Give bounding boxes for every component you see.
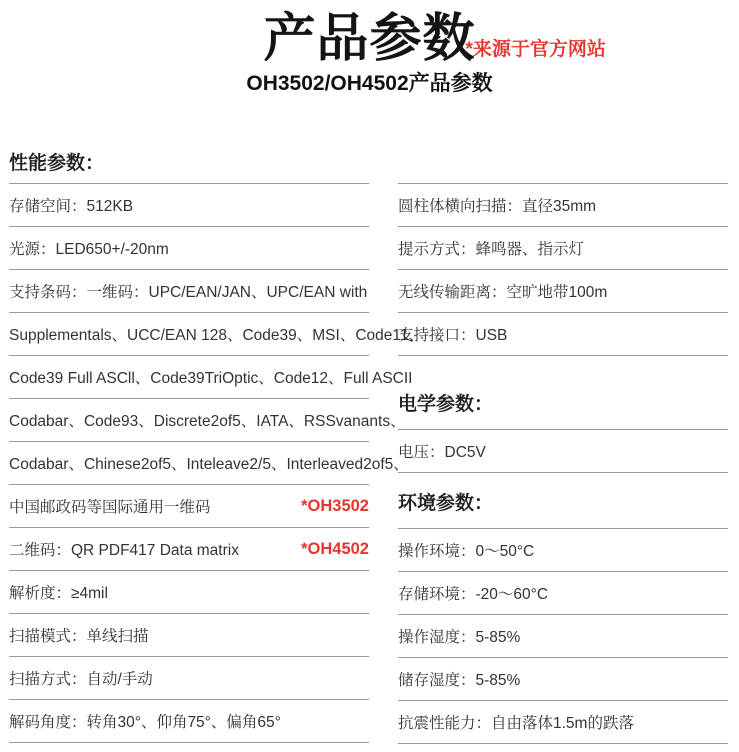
column-top-rule <box>398 139 728 184</box>
spec-row-storage-temp <box>398 572 728 615</box>
spec-row-barcodes-cont-4 <box>9 442 409 485</box>
spec-row-voltage <box>398 430 728 473</box>
section-title-electrical: 电学参数： <box>398 356 728 430</box>
spec-row-scan-mode <box>9 614 369 657</box>
spec-text: 光源：LED650+/-20nm <box>9 241 169 258</box>
spec-text: 解析度：≥4mil <box>9 585 108 602</box>
spec-row-shock-resistance <box>398 701 728 744</box>
spec-row-2d-codes <box>9 528 369 571</box>
spec-text: 电压：DC5V <box>398 444 486 461</box>
page-header <box>0 0 739 97</box>
spec-text: 存储空间：512KB <box>9 198 134 215</box>
section-title-environment: 环境参数： <box>398 473 728 529</box>
spec-text: 抗震性能力：自由落体1.5m的跌落 <box>398 715 634 732</box>
spec-text: Codabar、Chinese2of5、Inteleave2/5、Interleaved2of5、 <box>9 456 409 473</box>
page-subtitle: OH3502/OH4502产品参数 <box>246 72 493 95</box>
spec-text: 圆柱体横向扫描：直径35mm <box>398 198 597 215</box>
spec-row-barcodes-cont-2 <box>9 356 413 399</box>
model-badge-oh3502: *OH3502 <box>301 496 369 515</box>
spec-text: 支持条码：一维码：UPC/EAN/JAN、UPC/EAN with <box>9 284 368 301</box>
spec-text: 二维码：QR PDF417 Data matrix <box>9 542 239 559</box>
spec-row-storage <box>9 184 369 227</box>
spec-text: 支持接口：USB <box>398 327 508 344</box>
spec-row-scan-method <box>9 657 369 700</box>
spec-text: 储存湿度：5-85% <box>398 672 521 689</box>
spec-text: 存储环境：-20～60°C <box>398 586 549 603</box>
spec-row-operating-humidity <box>398 615 728 658</box>
model-badge-oh4502: *OH4502 <box>301 539 369 558</box>
spec-row-wireless-range <box>398 270 728 313</box>
spec-text: 无线传输距离：空旷地带100m <box>398 284 608 301</box>
spec-text: Supplementals、UCC/EAN 128、Code39、MSI、Code11、 <box>9 327 424 344</box>
spec-columns <box>0 139 739 744</box>
spec-row-barcodes-cont-1 <box>9 313 424 356</box>
spec-text: 提示方式：蜂鸣器、指示灯 <box>398 241 585 258</box>
spec-text: Codabar、Code93、Discrete2of5、IATA、RSSvanants、 <box>9 413 406 430</box>
title-row <box>0 5 739 68</box>
spec-text: 操作湿度：5-85% <box>398 629 521 646</box>
spec-row-decode-angle <box>9 700 369 743</box>
spec-row-operating-temp <box>398 529 728 572</box>
page-title: 产品参数 <box>263 10 476 68</box>
section-title-performance: 性能参数： <box>9 139 369 184</box>
spec-row-storage-humidity <box>398 658 728 701</box>
spec-text: 中国邮政码等国际通用一维码 <box>9 499 211 516</box>
spec-text: 扫描模式：单线扫描 <box>9 628 149 645</box>
spec-row-prompt-method <box>398 227 728 270</box>
spec-row-cylinder-scan <box>398 184 728 227</box>
spec-text: 操作环境：0～50°C <box>398 543 535 560</box>
spec-row-1d-codes <box>9 485 369 528</box>
spec-row-interface <box>398 313 728 356</box>
source-note: *来源于官方网站 <box>465 39 606 60</box>
spec-row-supported-barcodes <box>9 270 369 313</box>
column-performance <box>9 139 424 744</box>
spec-row-barcodes-cont-3 <box>9 399 406 442</box>
column-secondary <box>398 139 728 744</box>
spec-row-light-source <box>9 227 369 270</box>
spec-text: 扫描方式：自动/手动 <box>9 671 153 688</box>
spec-text: Code39 Full ASCll、Code39TriOptic、Code12、Full ASCII <box>9 370 413 387</box>
spec-text: 解码角度：转角30°、仰角75°、偏角65° <box>9 714 281 731</box>
spec-row-resolution <box>9 571 369 614</box>
